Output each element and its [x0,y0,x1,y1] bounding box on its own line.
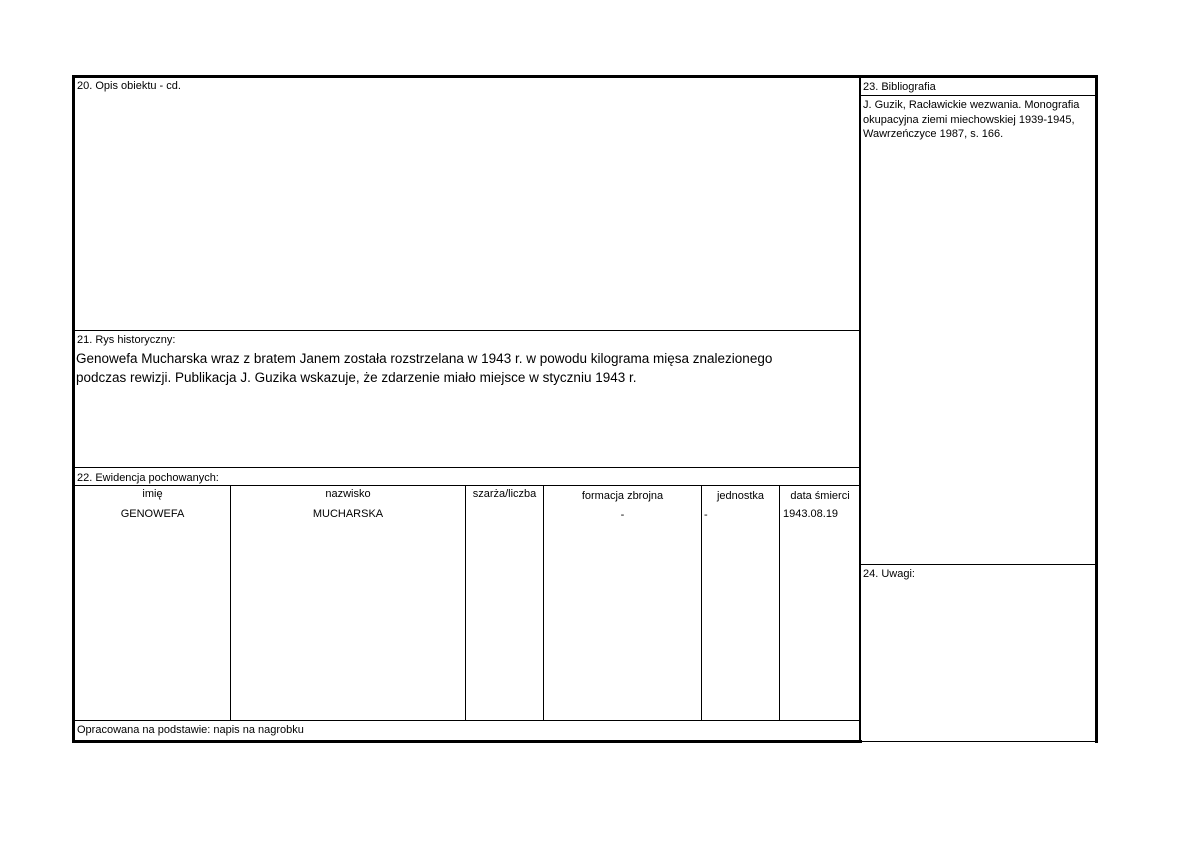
col-line-2 [465,486,466,720]
bibliography-entry-line-2: okupacyjna ziemi miechowskiej 1939-1945, [863,113,1075,126]
table-header-top [72,485,861,486]
source-note-divider [72,720,861,721]
section-divider-21 [72,330,861,331]
source-note: Opracowana na podstawie: napis na nagrobku [77,724,304,736]
section-divider-24 [860,564,1097,565]
historical-outline-text-line-1: Genowefa Mucharska wraz z bratem Janem została rozstrzelana w 1943 r. w powodu kilograma mięsa znalezionego [76,351,773,366]
column-header-rank: szarża/liczba [472,488,537,500]
column-header-unit: jednostka [716,490,765,502]
table-cell-death-date: 1943.08.19 [783,508,839,520]
historical-outline-text-line-2: podczas rewizji. Publikacja J. Guzika wskazuje, że zdarzenie miało miejsce w styczniu 1943 r. [76,370,637,385]
frame-left [72,75,75,743]
historical-outline-label: 21. Rys historyczny: [77,334,176,346]
column-header-first-name: imię [142,488,163,500]
frame-bottom-right [860,741,1098,742]
bibliography-entry [863,98,1079,142]
object-description-label: 20. Opis obiektu - cd. [77,80,181,92]
col-line-1 [230,486,231,720]
frame-bottom-left [72,740,862,743]
bibliography-entry-line-3: Wawrzeńczyce 1987, s. 166. [863,128,1004,140]
bib-label-underline [860,95,1097,96]
frame-top [72,75,1098,78]
main-right-divider [859,75,861,743]
frame-right [1095,75,1098,743]
column-header-death-date: data śmierci [790,490,850,502]
table-cell-last-name: MUCHARSKA [312,508,384,520]
col-line-4 [701,486,702,720]
table-cell-first-name: GENOWEFA [120,508,185,520]
column-header-formation: formacja zbrojna [581,490,664,502]
burial-records-label: 22. Ewidencja pochowanych: [77,472,219,484]
column-header-last-name: nazwisko [325,488,371,500]
bibliography-entry-line-1: J. Guzik, Racławickie wezwania. Monografia [863,99,1080,111]
bibliography-label: 23. Bibliografia [863,81,936,93]
table-cell-formation: - [620,509,625,521]
table-cell-unit: - [704,509,708,521]
col-line-5 [779,486,780,720]
section-divider-22 [72,467,861,468]
remarks-label: 24. Uwagi: [863,568,915,580]
